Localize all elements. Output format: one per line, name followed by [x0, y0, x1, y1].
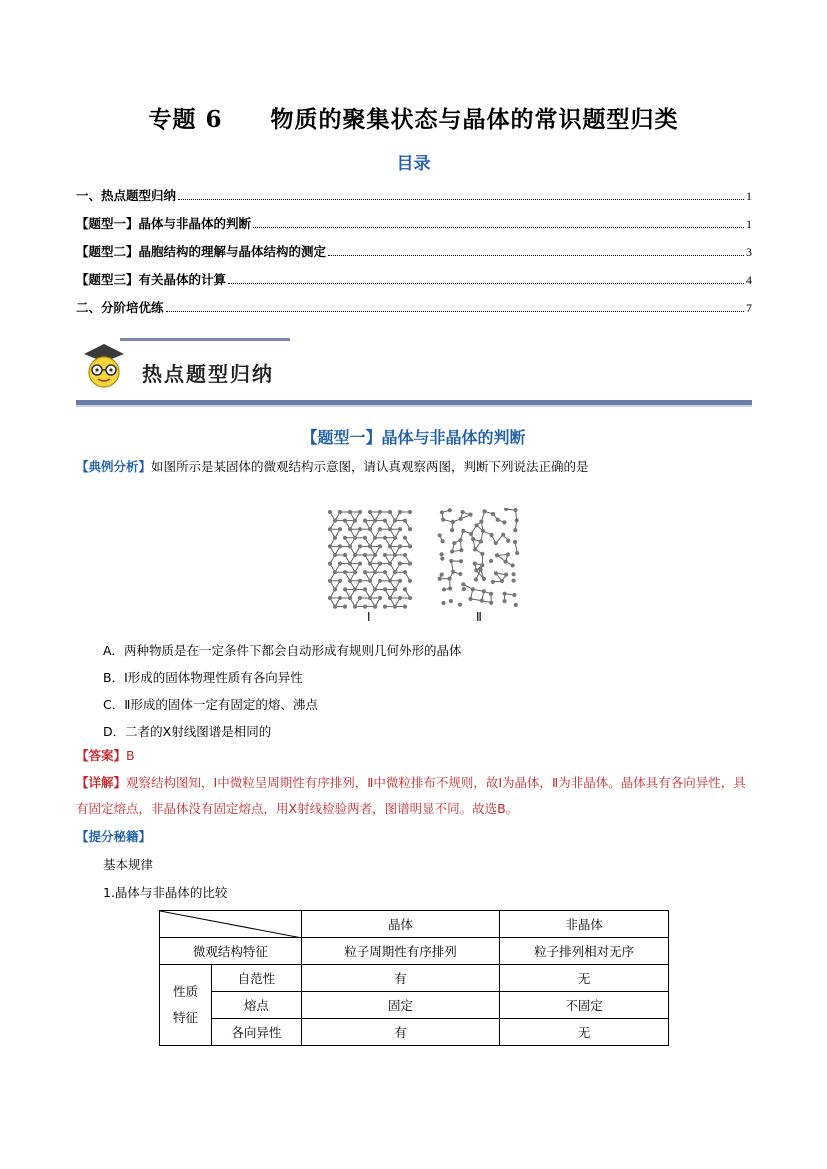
atom-dot: [383, 587, 387, 591]
atom-dot: [504, 508, 508, 511]
atom-dot: [368, 544, 372, 548]
atom-dot: [363, 605, 367, 609]
atom-dot: [408, 527, 412, 531]
option-a: A．两种物质是在一定条件下都会自动形成有规则几何外形的晶体: [103, 643, 462, 658]
atom-dot: [393, 587, 397, 591]
atom-dot: [403, 587, 407, 591]
atom-dot: [328, 562, 332, 566]
section-title: 【题型一】晶体与非晶体的判断: [301, 428, 526, 447]
atom-dot: [393, 536, 397, 540]
atom-dot: [479, 567, 483, 571]
atom-dot: [506, 539, 510, 543]
atom-dot: [393, 553, 397, 557]
atom-dot: [338, 510, 342, 514]
group-label-line-2: 特征: [172, 1010, 198, 1025]
toc-item-label: 二、分阶培优练: [76, 300, 164, 315]
toc-item-page: 1: [746, 217, 752, 231]
atom-dot: [515, 551, 519, 555]
atom-dot: [363, 519, 367, 523]
atom-dot: [513, 508, 517, 512]
cell-micro-noncrystal: 粒子排列相对无序: [500, 938, 669, 965]
atom-dot: [458, 572, 462, 576]
toc-item-label: 【题型三】有关晶体的计算: [76, 272, 227, 287]
atom-dot: [459, 548, 463, 552]
atom-dot: [496, 518, 500, 522]
atom-dot: [328, 527, 332, 531]
atom-dot: [500, 579, 504, 583]
atom-dot: [408, 579, 412, 583]
atom-dot: [461, 582, 465, 586]
atom-dot: [348, 510, 352, 514]
toc-item-page: 3: [746, 245, 752, 259]
atom-dot: [398, 562, 402, 566]
atom-dot: [343, 570, 347, 574]
amorphous-structure-diagram: [438, 508, 520, 607]
atom-dot: [441, 539, 445, 543]
option-d: D．二者的X射线图谱是相同的: [103, 724, 272, 739]
atom-dot: [398, 596, 402, 600]
atom-dot: [502, 599, 506, 603]
atom-dot: [378, 579, 382, 583]
atom-dot: [450, 528, 454, 532]
atom-dot: [328, 579, 332, 583]
toc-item-label: 一、热点题型归纳: [76, 188, 177, 203]
atom-dot: [489, 533, 493, 537]
atom-dot: [481, 529, 485, 533]
atom-dot: [373, 570, 377, 574]
comparison-table: [159, 910, 669, 1046]
atom-dot: [328, 596, 332, 600]
atom-dot: [358, 510, 362, 514]
atom-dot: [388, 527, 392, 531]
answer-line: [76, 743, 756, 769]
example-question: [76, 454, 756, 480]
option-c: C．Ⅱ形成的固体一定有固定的熔、沸点: [103, 697, 318, 712]
cell-noncrystal: 无: [500, 1019, 669, 1046]
atom-dot: [358, 596, 362, 600]
cell-crystal: 有: [301, 1019, 500, 1046]
atom-dot: [506, 552, 510, 556]
atom-dot: [348, 544, 352, 548]
atom-dot: [353, 553, 357, 557]
atom-dot: [482, 577, 486, 581]
tips-heading: [76, 824, 756, 850]
example-tag: 【典例分析】: [76, 459, 152, 474]
toc-item-page: 4: [746, 273, 752, 287]
atom-dot: [440, 573, 444, 577]
atom-dot: [373, 519, 377, 523]
atom-dot: [388, 579, 392, 583]
atom-dot: [438, 533, 442, 537]
atom-dot: [461, 510, 465, 514]
figure-label-1: Ⅰ: [367, 610, 371, 624]
atom-dot: [459, 559, 463, 563]
atom-dot: [333, 570, 337, 574]
atom-dot: [373, 536, 377, 540]
atom-dot: [368, 562, 372, 566]
structure-figure: [326, 508, 526, 628]
atom-dot: [512, 578, 516, 582]
toc-leader: [228, 282, 744, 284]
atom-dot: [353, 605, 357, 609]
toc-item-label: 【题型一】晶体与非晶体的判断: [76, 216, 252, 231]
atom-dot: [363, 587, 367, 591]
atom-dot: [383, 605, 387, 609]
atom-dot: [461, 529, 465, 533]
atom-dot: [408, 510, 412, 514]
atom-dot: [471, 537, 475, 541]
atom-dot: [483, 509, 487, 513]
atom-dot: [343, 536, 347, 540]
atom-dot: [398, 544, 402, 548]
table-row: [160, 992, 669, 1019]
atom-dot: [468, 513, 472, 517]
cell-noncrystal: 不固定: [500, 992, 669, 1019]
diagonal-line: [160, 911, 302, 938]
table-row: [160, 1019, 669, 1046]
toc-item-page: 7: [746, 301, 752, 315]
atom-dot: [452, 541, 456, 545]
tips-subtitle: 1.晶体与非晶体的比较: [103, 885, 228, 900]
atom-dot: [474, 523, 478, 527]
atom-dot: [398, 527, 402, 531]
atom-dot: [468, 597, 472, 601]
atom-dot: [512, 593, 516, 597]
title-prefix: 专题 6: [148, 106, 223, 133]
atom-dot: [393, 570, 397, 574]
example-question-text: 如图所示是某固体的微观结构示意图，请认真观察两图，判断下列说法正确的是: [151, 459, 589, 474]
toc-item-1[interactable]: [76, 186, 752, 204]
atom-dot: [473, 547, 477, 551]
atom-dot: [489, 592, 493, 596]
cell-noncrystal: 无: [500, 965, 669, 992]
atom-dot: [398, 579, 402, 583]
answer-value: B: [126, 748, 135, 763]
atom-dot: [503, 592, 507, 596]
group-label-property: [160, 965, 212, 1046]
toc-leader: [253, 226, 744, 228]
atom-dot: [495, 553, 499, 557]
page-title: [0, 101, 827, 134]
atom-dot: [442, 587, 446, 591]
atom-dot: [438, 577, 442, 581]
table-header-row: [160, 911, 669, 938]
atom-dot: [448, 586, 452, 590]
toc-leader: [166, 310, 744, 312]
atom-dot: [398, 510, 402, 514]
atom-dot: [343, 519, 347, 523]
tips-rule: 基本规律: [103, 857, 154, 872]
atom-dot: [458, 538, 462, 542]
group-label-line-1: 性质: [172, 984, 198, 999]
atom-dot: [480, 552, 484, 556]
atom-dot: [328, 544, 332, 548]
atom-dot: [479, 539, 483, 543]
atom-dot: [403, 553, 407, 557]
atom-dot: [408, 596, 412, 600]
atom-dot: [333, 553, 337, 557]
atom-dot: [348, 596, 352, 600]
atom-dot: [388, 544, 392, 548]
atom-dot: [482, 589, 486, 593]
atom-dot: [440, 557, 444, 561]
atom-dot: [440, 510, 444, 514]
table-row: [160, 965, 669, 992]
toc-item-page: 1: [746, 189, 752, 203]
atom-dot: [447, 577, 451, 581]
toc-leader: [328, 254, 744, 256]
atom-dot: [373, 587, 377, 591]
atom-dot: [388, 562, 392, 566]
atom-dot: [502, 520, 506, 524]
atom-dot: [471, 587, 475, 591]
atom-dot: [363, 536, 367, 540]
row-label: 各向异性: [211, 1019, 301, 1046]
atom-dot: [358, 527, 362, 531]
atom-dot: [383, 553, 387, 557]
atom-dot: [480, 599, 484, 603]
toc-heading: 目录: [396, 154, 431, 174]
atom-dot: [338, 579, 342, 583]
cell-crystal: 有: [301, 965, 500, 992]
atom-dot: [338, 527, 342, 531]
atom-dot: [512, 572, 516, 576]
atom-dot: [338, 544, 342, 548]
atom-dot: [343, 605, 347, 609]
atom-dot: [338, 596, 342, 600]
cell-crystal: 固定: [301, 992, 500, 1019]
atom-dot: [358, 562, 362, 566]
atom-dot: [343, 587, 347, 591]
table-corner-cell: [160, 911, 302, 938]
atom-dot: [474, 577, 478, 581]
atom-dot: [348, 562, 352, 566]
atom-dot: [368, 527, 372, 531]
atom-dot: [328, 510, 332, 514]
detail-paragraph: [76, 770, 756, 822]
detail-tag: 【详解】: [76, 775, 127, 790]
atom-dot: [353, 587, 357, 591]
atom-dot: [408, 544, 412, 548]
atom-dot: [462, 587, 466, 591]
atom-dot: [491, 580, 495, 584]
atom-dot: [363, 570, 367, 574]
atom-dot: [480, 563, 484, 567]
atom-dot: [383, 519, 387, 523]
atom-dot: [501, 533, 505, 537]
atom-dot: [378, 596, 382, 600]
atom-dot: [343, 553, 347, 557]
atom-dot: [353, 536, 357, 540]
atom-dot: [368, 596, 372, 600]
atom-dot: [383, 570, 387, 574]
atom-dot: [403, 536, 407, 540]
toc-item-5[interactable]: [76, 298, 752, 316]
atom-dot: [403, 519, 407, 523]
col-header-noncrystal: 非晶体: [500, 911, 669, 938]
crystal-lattice-diagram: [328, 510, 412, 609]
atom-dot: [333, 519, 337, 523]
tips-tag: 【提分秘籍】: [76, 829, 152, 844]
atom-dot: [439, 552, 443, 556]
atom-dot: [489, 601, 493, 605]
atom-dot: [353, 570, 357, 574]
atom-dot: [378, 510, 382, 514]
atom-dot: [408, 562, 412, 566]
atom-dot: [383, 536, 387, 540]
cell-micro-crystal: 粒子周期性有序排列: [301, 938, 500, 965]
atom-dot: [514, 603, 518, 607]
scholar-face-icon: [80, 340, 128, 390]
atom-dot: [448, 508, 452, 512]
atom-dot: [474, 568, 478, 572]
atom-dot: [449, 599, 453, 603]
atom-dot: [511, 563, 515, 567]
atom-dot: [504, 572, 508, 576]
atom-dot: [353, 519, 357, 523]
atom-dot: [450, 549, 454, 553]
atom-dot: [451, 570, 455, 574]
atom-dot: [458, 603, 462, 607]
atom-dot: [513, 540, 517, 544]
detail-text: 观察结构图知，Ⅰ中微粒呈周期性有序排列，Ⅱ中微粒排布不规则，故Ⅰ为晶体，Ⅱ为非晶体。晶体具有各向异性，具有固定熔点，非晶体没有固定熔点，用X射线检验两者，图谱明显不同。故选B。: [76, 775, 746, 816]
atom-dot: [333, 536, 337, 540]
banner-title: 热点题型归纳: [142, 362, 274, 386]
row-label-micro: 微观结构特征: [160, 938, 302, 965]
atom-dot: [403, 570, 407, 574]
figure-label-2: Ⅱ: [476, 610, 482, 624]
toc-item-label: 【题型二】晶胞结构的理解与晶体结构的测定: [76, 244, 327, 259]
atom-dot: [393, 519, 397, 523]
atom-dot: [358, 544, 362, 548]
toc-item-3[interactable]: [76, 242, 752, 260]
option-b: B．Ⅰ形成的固体物理性质有各向异性: [103, 670, 303, 685]
atom-dot: [333, 605, 337, 609]
atom-dot: [494, 571, 498, 575]
atom-dot: [363, 553, 367, 557]
atom-dot: [441, 601, 445, 605]
atom-dot: [451, 520, 455, 524]
atom-dot: [368, 579, 372, 583]
answer-tag: 【答案】: [76, 748, 127, 763]
atom-dot: [333, 587, 337, 591]
toc-item-4[interactable]: [76, 270, 752, 288]
atom-dot: [504, 559, 508, 563]
atom-dot: [441, 518, 445, 522]
atom-dot: [489, 559, 493, 563]
atom-dot: [388, 596, 392, 600]
banner-bar-light: [76, 405, 752, 407]
banner-top-line: [120, 338, 290, 341]
atom-dot: [348, 527, 352, 531]
atom-dot: [373, 605, 377, 609]
atom-dot: [513, 528, 517, 532]
atom-dot: [378, 544, 382, 548]
atom-dot: [358, 579, 362, 583]
atom-dot: [469, 532, 473, 536]
atom-dot: [479, 520, 483, 524]
atom-dot: [378, 562, 382, 566]
atom-dot: [491, 512, 495, 516]
atom-dot: [348, 579, 352, 583]
atom-dot: [494, 541, 498, 545]
atom-dot: [459, 517, 463, 521]
atom-dot: [378, 527, 382, 531]
atom-dot: [373, 553, 377, 557]
title-main: 物质的聚集状态与晶体的常识题型归类: [270, 106, 679, 133]
toc-leader: [178, 198, 744, 200]
table-row: [160, 938, 669, 965]
atom-dot: [403, 605, 407, 609]
atom-dot: [393, 605, 397, 609]
row-label: 自范性: [211, 965, 301, 992]
atom-dot: [449, 559, 453, 563]
atom-dot: [473, 562, 477, 566]
toc-item-2[interactable]: [76, 214, 752, 232]
atom-dot: [368, 510, 372, 514]
col-header-crystal: 晶体: [301, 911, 500, 938]
row-label: 熔点: [211, 992, 301, 1019]
atom-dot: [388, 510, 392, 514]
atom-dot: [338, 562, 342, 566]
atom-dot: [515, 518, 519, 522]
